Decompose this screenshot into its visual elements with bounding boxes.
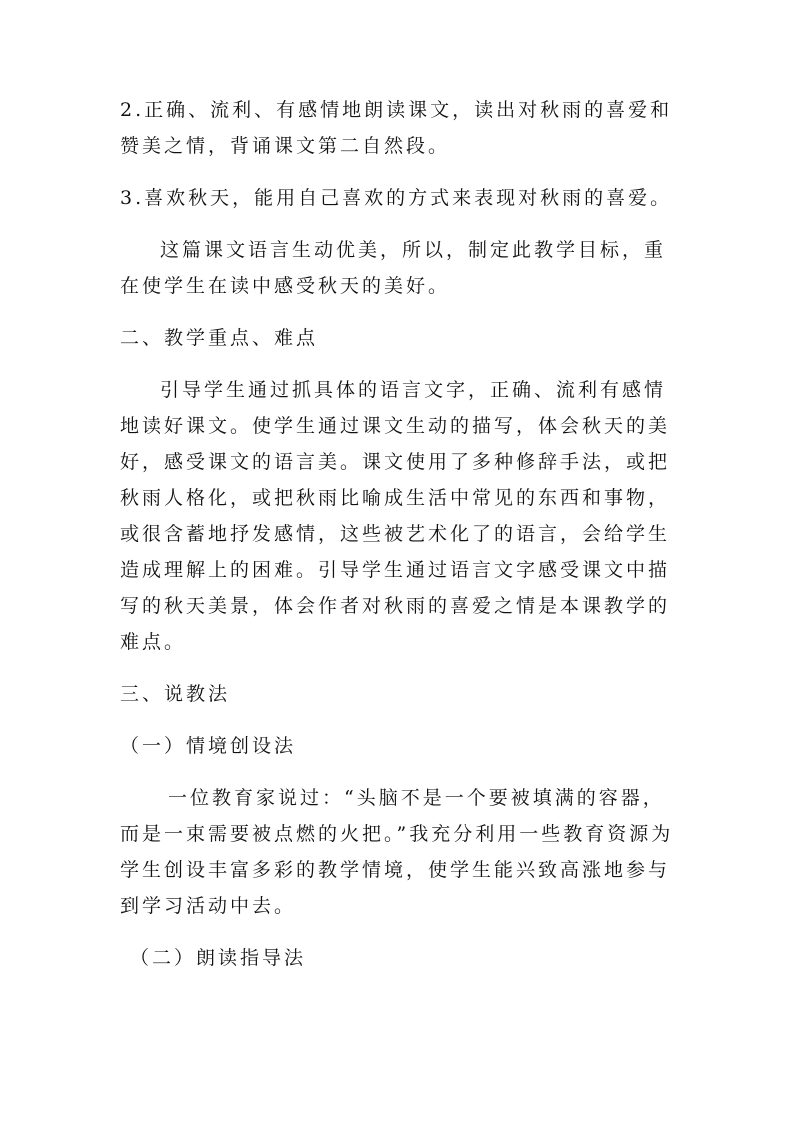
paragraph-spacer	[120, 164, 680, 180]
document-body	[120, 92, 680, 976]
paragraph-spacer	[120, 216, 680, 232]
subheading-situation-method: （一）情境创设法	[120, 735, 297, 757]
subheading-reading-method: （二）朗读指导法	[130, 947, 307, 969]
section-heading-methods: 三、说教法	[120, 683, 231, 705]
paragraph-spacer	[120, 924, 680, 940]
paragraph-objective-summary: 这篇课文语言生动优美，所以，制定此教学目标，重在使学生在读中感受秋天的美好。	[120, 239, 667, 297]
paragraph-spacer	[120, 712, 680, 728]
paragraph-spacer	[120, 660, 680, 676]
paragraph-situation-method: 一位教育家说过：“头脑不是一个要被填满的容器，而是一束需要被点燃的火把。”我充分利用一些教育资源为学生创设丰富多彩的教学情境，使学生能兴致高涨地参与到学习活动中去。	[120, 787, 674, 917]
paragraph-spacer	[120, 356, 680, 372]
paragraph-spacer	[120, 304, 680, 320]
paragraph-key-points: 引导学生通过抓具体的语言文字，正确、流利有感情地读好课文。使学生通过课文生动的描写，体会秋天的美好，感受课文的语言美。课文使用了多种修辞手法，或把秋雨人格化，或把秋雨比喻成生活中常见的东西和事物，或很含蓄地抒发感情，这些被艺术化了的语言，会给学生造成理解上的困难。引导学生通过语言文字感受课文中描写的秋天美景，体会作者对秋雨的喜爱之情是本课教学的难点。	[120, 379, 671, 653]
paragraph-objective-3: 3.喜欢秋天，能用自己喜欢的方式来表现对秋雨的喜爱。	[120, 187, 673, 209]
paragraph-objective-2: 2.正确、流利、有感情地朗读课文，读出对秋雨的喜爱和赞美之情，背诵课文第二自然段。	[120, 99, 673, 157]
section-heading-key-points: 二、教学重点、难点	[120, 327, 319, 349]
paragraph-spacer	[120, 764, 680, 780]
